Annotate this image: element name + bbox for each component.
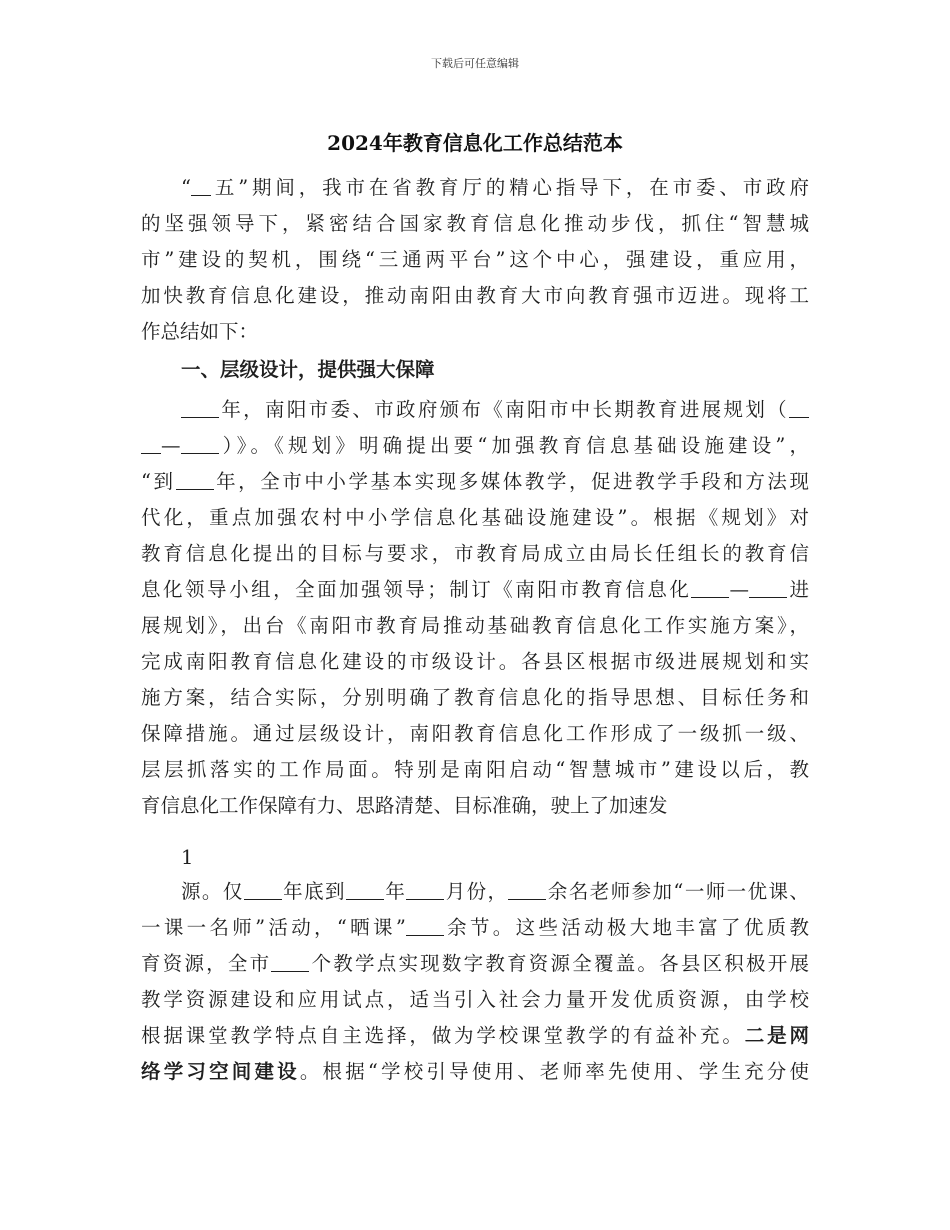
blank-underline — [406, 915, 444, 936]
text-line — [141, 910, 809, 946]
text-line — [141, 572, 809, 608]
text-line — [141, 1018, 809, 1054]
text-run: 育资源，全市 — [141, 952, 272, 975]
text-line — [141, 1054, 809, 1090]
text-line: 层层抓落实的工作局面。特别是南阳启动“智慧城市”建设以后，教 — [141, 758, 809, 781]
text-run: 余节。这些活动极大地丰富了优质教 — [443, 916, 809, 939]
blank-underline — [176, 469, 214, 490]
blank-underline — [691, 577, 729, 598]
text-run: “ — [181, 176, 191, 199]
blank-underline — [181, 397, 219, 418]
text-run: 月份， — [444, 880, 509, 903]
text-line: 市”建设的契机，围绕“三通两平台”这个中心，强建设，重应用， — [141, 248, 809, 271]
blank-underline — [749, 577, 787, 598]
text-run: 源。仅 — [181, 880, 244, 903]
page-header: 下载后可任意编辑 — [431, 57, 519, 70]
bold-text-run: 络学习空间建设 — [141, 1060, 300, 1083]
text-run: “到 — [141, 470, 176, 493]
text-run: — — [161, 434, 181, 457]
text-run: 余名老师参加“一师一优课、 — [546, 880, 809, 903]
blank-underline — [141, 433, 161, 454]
text-line: 的坚强领导下，紧密结合国家教育信息化推动步伐，抓住“智慧城 — [141, 212, 809, 235]
text-run: — — [729, 578, 749, 601]
text-line: 教学资源建设和应用试点，适当引入社会力量开发优质资源，由学校 — [141, 988, 809, 1011]
blank-underline — [789, 397, 809, 418]
blank-underline — [406, 879, 444, 900]
blank-underline — [191, 175, 211, 196]
text-line: 育信息化工作保障有力、思路清楚、目标准确，驶上了加速发 — [141, 794, 668, 817]
text-run: 。根据“学校引导使用、老师率先使用、学生充分使 — [299, 1060, 809, 1083]
blank-underline — [244, 879, 282, 900]
text-line — [141, 946, 809, 982]
text-run: 年，全市中小学基本实现多媒体教学，促进教学手段和方法现 — [213, 470, 809, 493]
text-line: 施方案，结合实际，分别明确了教育信息化的指导思想、目标任务和 — [141, 686, 809, 709]
text-line — [141, 464, 809, 500]
text-line — [141, 428, 809, 464]
text-line: 展规划》，出台《南阳市教育局推动基础教育信息化工作实施方案》， — [141, 614, 809, 637]
blank-underline — [181, 433, 219, 454]
text-run: 个教学点实现数字教育资源全覆盖。各县区积极开展 — [309, 952, 809, 975]
text-run: ）》。《规划》明确提出要“加强教育信息基础设施建设”， — [218, 434, 809, 457]
section-heading: 一、层级设计，提供强大保障 — [181, 358, 435, 381]
blank-underline — [271, 951, 309, 972]
page-number: 1 — [181, 846, 194, 869]
text-run: 年 — [383, 880, 407, 903]
text-run: 一课一名师”活动，“晒课” — [141, 916, 406, 939]
text-line: 加快教育信息化建设，推动南阳由教育大市向教育强市迈进。现将工 — [141, 284, 809, 307]
text-line: 作总结如下： — [141, 320, 259, 343]
blank-underline — [346, 879, 384, 900]
text-run: 进 — [786, 578, 809, 601]
text-run: 年，南阳市委、市政府颁布《南阳市中长期教育进展规划（ — [219, 398, 789, 421]
document-title: 2024年教育信息化工作总结范本 — [327, 131, 623, 155]
text-line — [181, 874, 809, 910]
text-run: 五”期间，我市在省教育厅的精心指导下，在市委、市政府 — [210, 176, 809, 199]
text-line: 保障措施。通过层级设计，南阳教育信息化工作形成了一级抓一级、 — [141, 722, 809, 745]
text-line: 完成南阳教育信息化建设的市级设计。各县区根据市级进展规划和实 — [141, 650, 809, 673]
text-run: 年底到 — [281, 880, 346, 903]
text-line — [181, 392, 809, 428]
text-run: 息化领导小组，全面加强领导；制订《南阳市教育信息化 — [141, 578, 692, 601]
text-line: 代化，重点加强农村中小学信息化基础设施建设”。根据《规划》对 — [141, 506, 809, 529]
text-line: 教育信息化提出的目标与要求，市教育局成立由局长任组长的教育信 — [141, 542, 809, 565]
text-line — [181, 170, 809, 206]
blank-underline — [508, 879, 546, 900]
bold-text-run: 二是网 — [744, 1024, 809, 1047]
text-run: 根据课堂教学特点自主选择，做为学校课堂教学的有益补充。 — [141, 1024, 745, 1047]
